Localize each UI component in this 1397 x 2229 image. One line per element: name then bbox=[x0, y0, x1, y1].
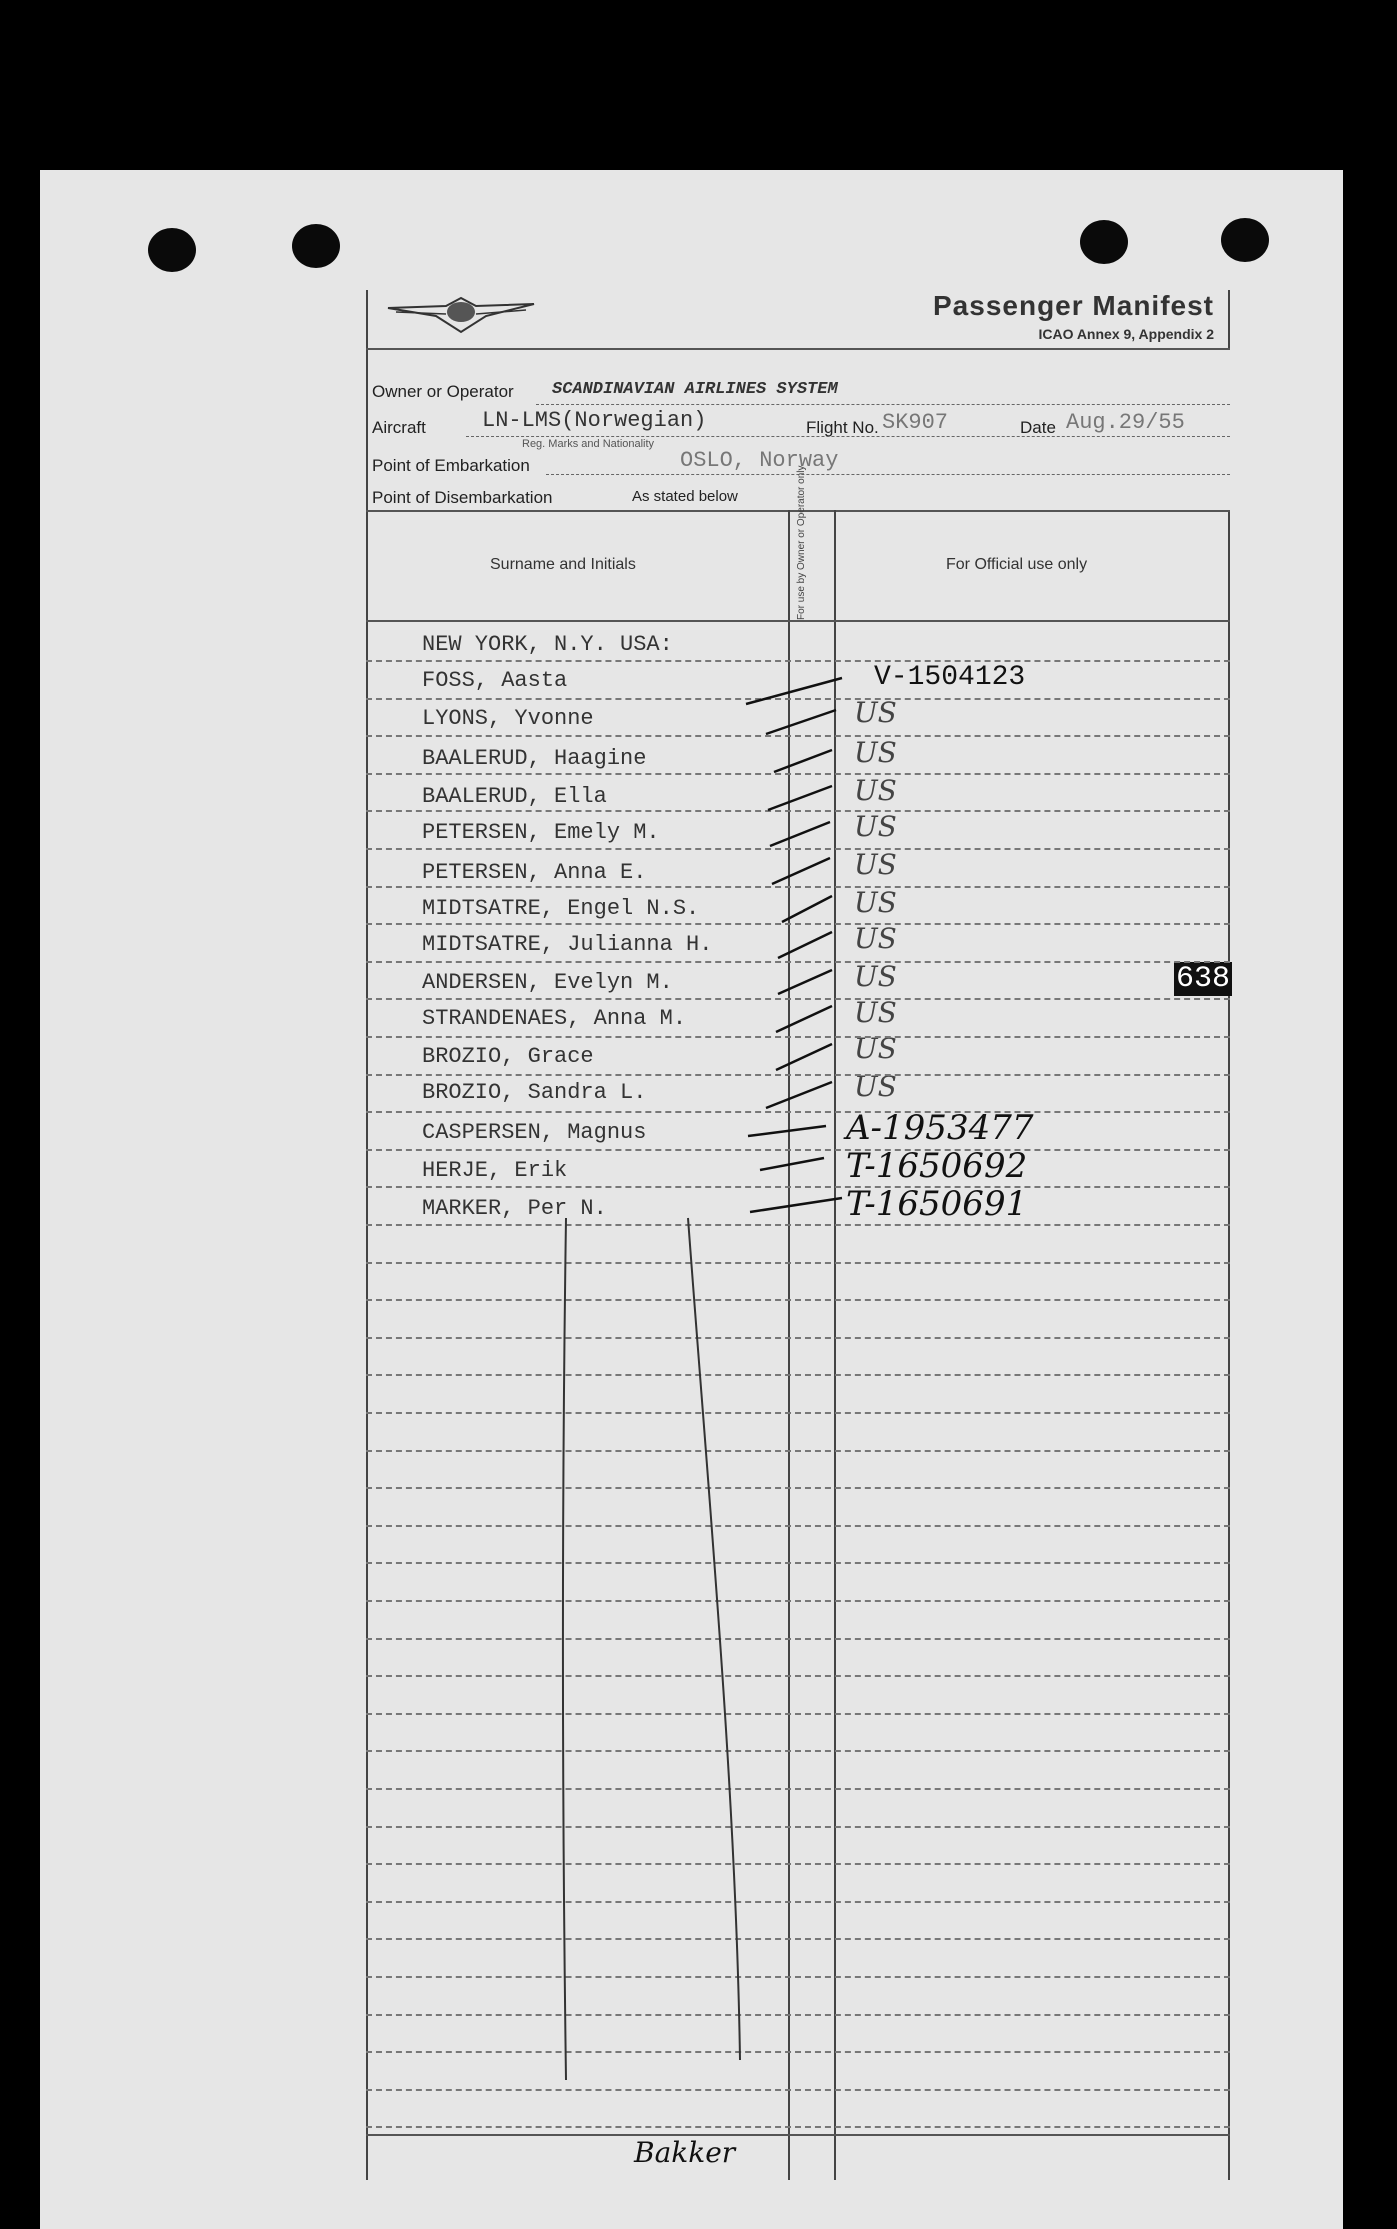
owner-label: Owner or Operator bbox=[372, 382, 514, 401]
official-mark: T-1650692 bbox=[846, 1146, 1028, 1186]
official-mark: T-1650691 bbox=[846, 1184, 1028, 1224]
check-stroke bbox=[766, 710, 836, 734]
official-mark: US bbox=[854, 922, 897, 955]
passenger-name: BROZIO, Sandra L. bbox=[422, 1080, 647, 1105]
vertical-pen-line bbox=[563, 1218, 566, 2080]
check-stroke bbox=[746, 678, 842, 704]
check-stroke bbox=[772, 858, 830, 884]
punch-hole bbox=[148, 228, 196, 272]
reg-marks-note: Reg. Marks and Nationality bbox=[522, 438, 655, 450]
passenger-name: ANDERSEN, Evelyn M. bbox=[422, 970, 673, 995]
official-mark: US bbox=[854, 886, 897, 919]
punch-hole bbox=[292, 224, 340, 268]
official-mark: US bbox=[854, 774, 897, 807]
footer-signature: Bakker bbox=[634, 2136, 736, 2169]
passenger-manifest-form bbox=[366, 290, 1230, 2180]
official-mark: US bbox=[854, 960, 897, 993]
disembarkation-label: Point of Disembarkation bbox=[372, 488, 553, 507]
embarkation-value: OSLO, Norway bbox=[680, 448, 839, 473]
check-stroke bbox=[778, 970, 832, 994]
margin-number: 638 bbox=[1176, 962, 1231, 996]
check-stroke bbox=[760, 1158, 824, 1170]
check-stroke bbox=[782, 896, 832, 922]
pen-strokes bbox=[366, 290, 1230, 2180]
official-mark: US bbox=[854, 848, 897, 881]
check-stroke bbox=[778, 932, 832, 958]
column-header-official: For Official use only bbox=[946, 556, 1088, 573]
check-stroke bbox=[776, 1044, 832, 1070]
form-title: Passenger Manifest bbox=[933, 290, 1214, 321]
passenger-name: FOSS, Aasta bbox=[422, 668, 568, 693]
check-stroke bbox=[748, 1126, 826, 1136]
passenger-name: MIDTSATRE, Engel N.S. bbox=[422, 896, 700, 921]
passenger-name: BROZIO, Grace bbox=[422, 1044, 594, 1069]
check-stroke bbox=[768, 786, 832, 810]
official-mark: US bbox=[854, 810, 897, 843]
embarkation-label: Point of Embarkation bbox=[372, 456, 530, 475]
official-mark: US bbox=[854, 996, 897, 1029]
aircraft-label: Aircraft bbox=[372, 418, 426, 437]
passenger-name: HERJE, Erik bbox=[422, 1158, 568, 1183]
official-mark: A-1953477 bbox=[846, 1108, 1034, 1148]
official-mark: V-1504123 bbox=[874, 662, 1026, 693]
aircraft-value: LN-LMS(Norwegian) bbox=[482, 408, 707, 433]
passenger-name: BAALERUD, Haagine bbox=[422, 746, 647, 771]
passenger-name: CASPERSEN, Magnus bbox=[422, 1120, 647, 1145]
flight-label: Flight No. bbox=[806, 418, 879, 437]
punch-hole bbox=[1221, 218, 1269, 262]
passenger-name: LYONS, Yvonne bbox=[422, 706, 594, 731]
destination-heading: NEW YORK, N.Y. USA: bbox=[422, 632, 673, 657]
check-stroke bbox=[770, 822, 830, 846]
official-mark: US bbox=[854, 1070, 897, 1103]
table-bottom-border bbox=[366, 2134, 1230, 2136]
passenger-name: MIDTSATRE, Julianna H. bbox=[422, 932, 713, 957]
vertical-pen-line bbox=[688, 1218, 740, 2060]
flight-value: SK907 bbox=[882, 410, 949, 435]
check-stroke bbox=[776, 1006, 832, 1032]
official-mark: US bbox=[854, 736, 897, 769]
passenger-name: PETERSEN, Emely M. bbox=[422, 820, 660, 845]
passenger-name: PETERSEN, Anna E. bbox=[422, 860, 647, 885]
check-stroke bbox=[766, 1082, 832, 1108]
date-label: Date bbox=[1020, 418, 1056, 437]
official-mark: US bbox=[854, 1032, 897, 1065]
check-stroke bbox=[750, 1198, 842, 1212]
official-mark: US bbox=[854, 696, 897, 729]
column-header-name: Surname and Initials bbox=[490, 556, 636, 573]
column-header-owner-use: For use by Owner or Operator only bbox=[796, 465, 807, 620]
form-subtitle: ICAO Annex 9, Appendix 2 bbox=[1038, 326, 1214, 342]
owner-value: SCANDINAVIAN AIRLINES SYSTEM bbox=[552, 380, 838, 399]
check-stroke bbox=[774, 750, 832, 772]
punch-hole bbox=[1080, 220, 1128, 264]
passenger-name: BAALERUD, Ella bbox=[422, 784, 607, 809]
date-value: Aug.29/55 bbox=[1066, 410, 1185, 435]
passenger-name: STRANDENAES, Anna M. bbox=[422, 1006, 687, 1031]
disembarkation-value: As stated below bbox=[632, 488, 738, 505]
passenger-name: MARKER, Per N. bbox=[422, 1196, 607, 1221]
